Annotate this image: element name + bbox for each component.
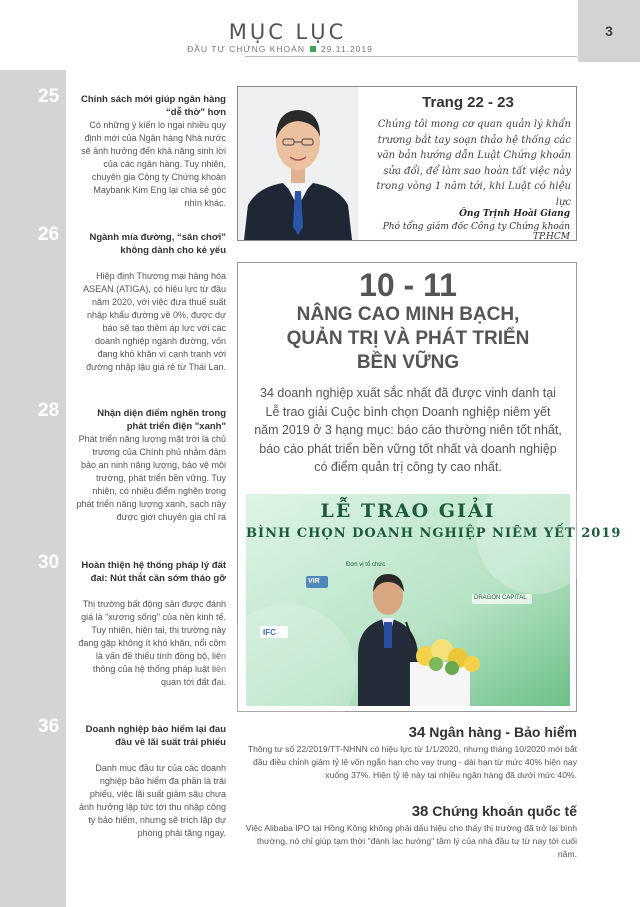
toc-title: Doanh nghiệp bảo hiểm lại đau đầu về lãi suất trái phiếu (85, 724, 226, 748)
quote-page-ref: Trang 22 - 23 (422, 94, 514, 111)
toc-title: Hoàn thiện hệ thống pháp lý đất đai: Nút thắt cần sớm tháo gỡ (81, 560, 226, 584)
publication-name: ĐẦU TƯ CHỨNG KHOÁN (187, 44, 305, 54)
section-page-number: 34 (408, 724, 426, 741)
toc-page-number: 26 (38, 224, 60, 245)
dragon-capital-logo: DRAGON CAPITAL (474, 595, 527, 601)
toc-sidebar (0, 70, 66, 907)
section-summary: Thông tư số 22/2019/TT-NHNN có hiệu lực từ 1/1/2020, nhưng tháng 10/2020 mới bắt đầu điều chỉnh giảm tỷ lệ vốn ngắn hạn cho vay trung - dài hạn từ mức 40% hiện nay xuống 37%. Hiện tỷ lệ này tại nhiều ngân hàng đã dưới mức 40%. (247, 744, 577, 780)
toc-description: Có những ý kiến lo ngại nhiều quy định mới của Ngân hàng Nhà nước sẽ ảnh hưởng đến khả năng sinh lời của các ngân hàng. Tuy nhiên, chuyên gia Công ty Chứng khoán Maybank Kim Eng lại chia sẻ góc nhìn khác. (81, 120, 226, 208)
page-number: 3 (578, 0, 640, 62)
section-banking-insurance[interactable] (237, 724, 577, 782)
toc-title: Chính sách mới giúp ngân hàng “dễ thở” hơn (80, 94, 226, 118)
vir-logo: VIR (308, 578, 320, 585)
section-page-number: 38 (411, 803, 429, 820)
feature-headline (258, 303, 558, 375)
feature-article[interactable] (237, 262, 622, 712)
section-heading (237, 803, 577, 820)
banner-line-1: LỄ TRAO GIẢI (320, 500, 496, 522)
header-divider (245, 56, 577, 57)
quote-author: Ông Trịnh Hoài Giang (459, 209, 570, 219)
section-international-securities[interactable] (237, 803, 577, 861)
ifc-logo: IFC (263, 628, 276, 637)
toc-page-number: 30 (38, 552, 60, 573)
feature-summary: 34 doanh nghiệp xuất sắc nhất đã được vinh danh tại Lễ trao giải Cuộc bình chọn Doanh nghiệp niêm yết năm 2019 ở 3 hạng mục: báo cáo thường niên tốt nhất, báo cáo phát triển bền vững tốt nhất và doanh nghiệp có điểm quản trị công ty cao nhất. (254, 386, 562, 474)
toc-description: Phát triển năng lượng mặt trời là chủ trương của Chính phủ nhằm đảm bảo an ninh năng lượng, bảo vệ môi trường, phát triển bền vững. Tuy nhiên, có nhiều điểm nghẽn trong phát triển năng lượng xanh, sạch này được giới chuyên gia chỉ ra (76, 434, 226, 522)
section-summary: Việc Alibaba IPO tại Hồng Kông không phải dấu hiệu cho thấy thị trường đã trở lại bình thường, nó chỉ giúp tạm thời "đánh lạc hướng" tâm lý của nhà đầu tư từ nay tới cuối năm. (245, 823, 577, 859)
section-heading (237, 724, 577, 741)
banner-line-2: BÌNH CHỌN DOANH NGHIỆP NIÊM YẾT 2019 (246, 526, 622, 541)
award-ceremony-photo (246, 494, 622, 706)
square-bullet-icon (310, 46, 316, 52)
toc-page-number: 25 (38, 86, 60, 107)
portrait-photo (238, 87, 358, 240)
toc-description: Thị trường bất động sản được đánh giá là "xương sống" của nền kinh tế. Tuy nhiên, hiện tại, thị trường này đang gặp không ít khó khăn, nổi cộm là vấn đề thiếu tính đồng bộ, liên thông của hệ thống pháp luật liên quan tới đất đai. (78, 599, 226, 687)
headline-line: QUẢN TRỊ VÀ PHÁT TRIỂN (286, 328, 530, 349)
person-portrait-icon (238, 87, 358, 240)
toc-title: Nhận diện điểm nghẽn trong phát triển điện "xanh" (97, 408, 226, 432)
page-title: MỤC LỤC (228, 20, 347, 44)
feature-page-range: 10 - 11 (359, 267, 457, 303)
quote-text: Chúng tôi mong cơ quan quản lý khẩn trương bắt tay soạn thảo hệ thống các văn bản hướng dẫn Luật Chứng khoán sửa đổi, để làm sao hoàn tất việc này trong vòng 1 năm tới, khi Luật có hiệu lực (376, 119, 571, 208)
issue-date: 29.11.2019 (320, 44, 373, 54)
section-title: Ngân hàng - Bảo hiểm (429, 724, 577, 740)
toc-description: Hiệp định Thương mại hàng hóa ASEAN (ATIGA), có hiệu lực từ đầu năm 2020, với việc đưa thuế suất nhập khẩu đường về 0%, được dự báo sẽ tạo thêm áp lực với các doanh nghiệp ngành đường, vốn đang khó khăn vì cạnh tranh với đường nhập lậu giá rẻ từ Thái Lan. (83, 271, 226, 372)
toc-page-number: 28 (38, 400, 60, 421)
quote-author-role: Phó tổng giám đốc Công ty Chứng khoán TP.HCM (382, 222, 570, 242)
banner-organizer-label: Đơn vị tổ chức (346, 562, 386, 568)
publication-line (0, 44, 560, 54)
toc-title: Ngành mía đường, “sân chơi” không dành cho kẻ yếu (89, 232, 226, 256)
headline-line: NÂNG CAO MINH BẠCH, (296, 304, 520, 325)
headline-line: BỀN VỮNG (356, 352, 460, 373)
section-title: Chứng khoán quốc tế (432, 803, 577, 819)
toc-description: Danh mục đầu tư của các doanh nghiệp bảo hiểm đa phần là trái phiếu, việc lãi suất giảm sâu chưa ảnh hưởng lập tức tới thu nhập công ty bảo hiểm, nhưng sẽ trích lập dự phòng phải tăng ngay. (79, 763, 226, 838)
toc-page-number: 36 (38, 716, 60, 737)
